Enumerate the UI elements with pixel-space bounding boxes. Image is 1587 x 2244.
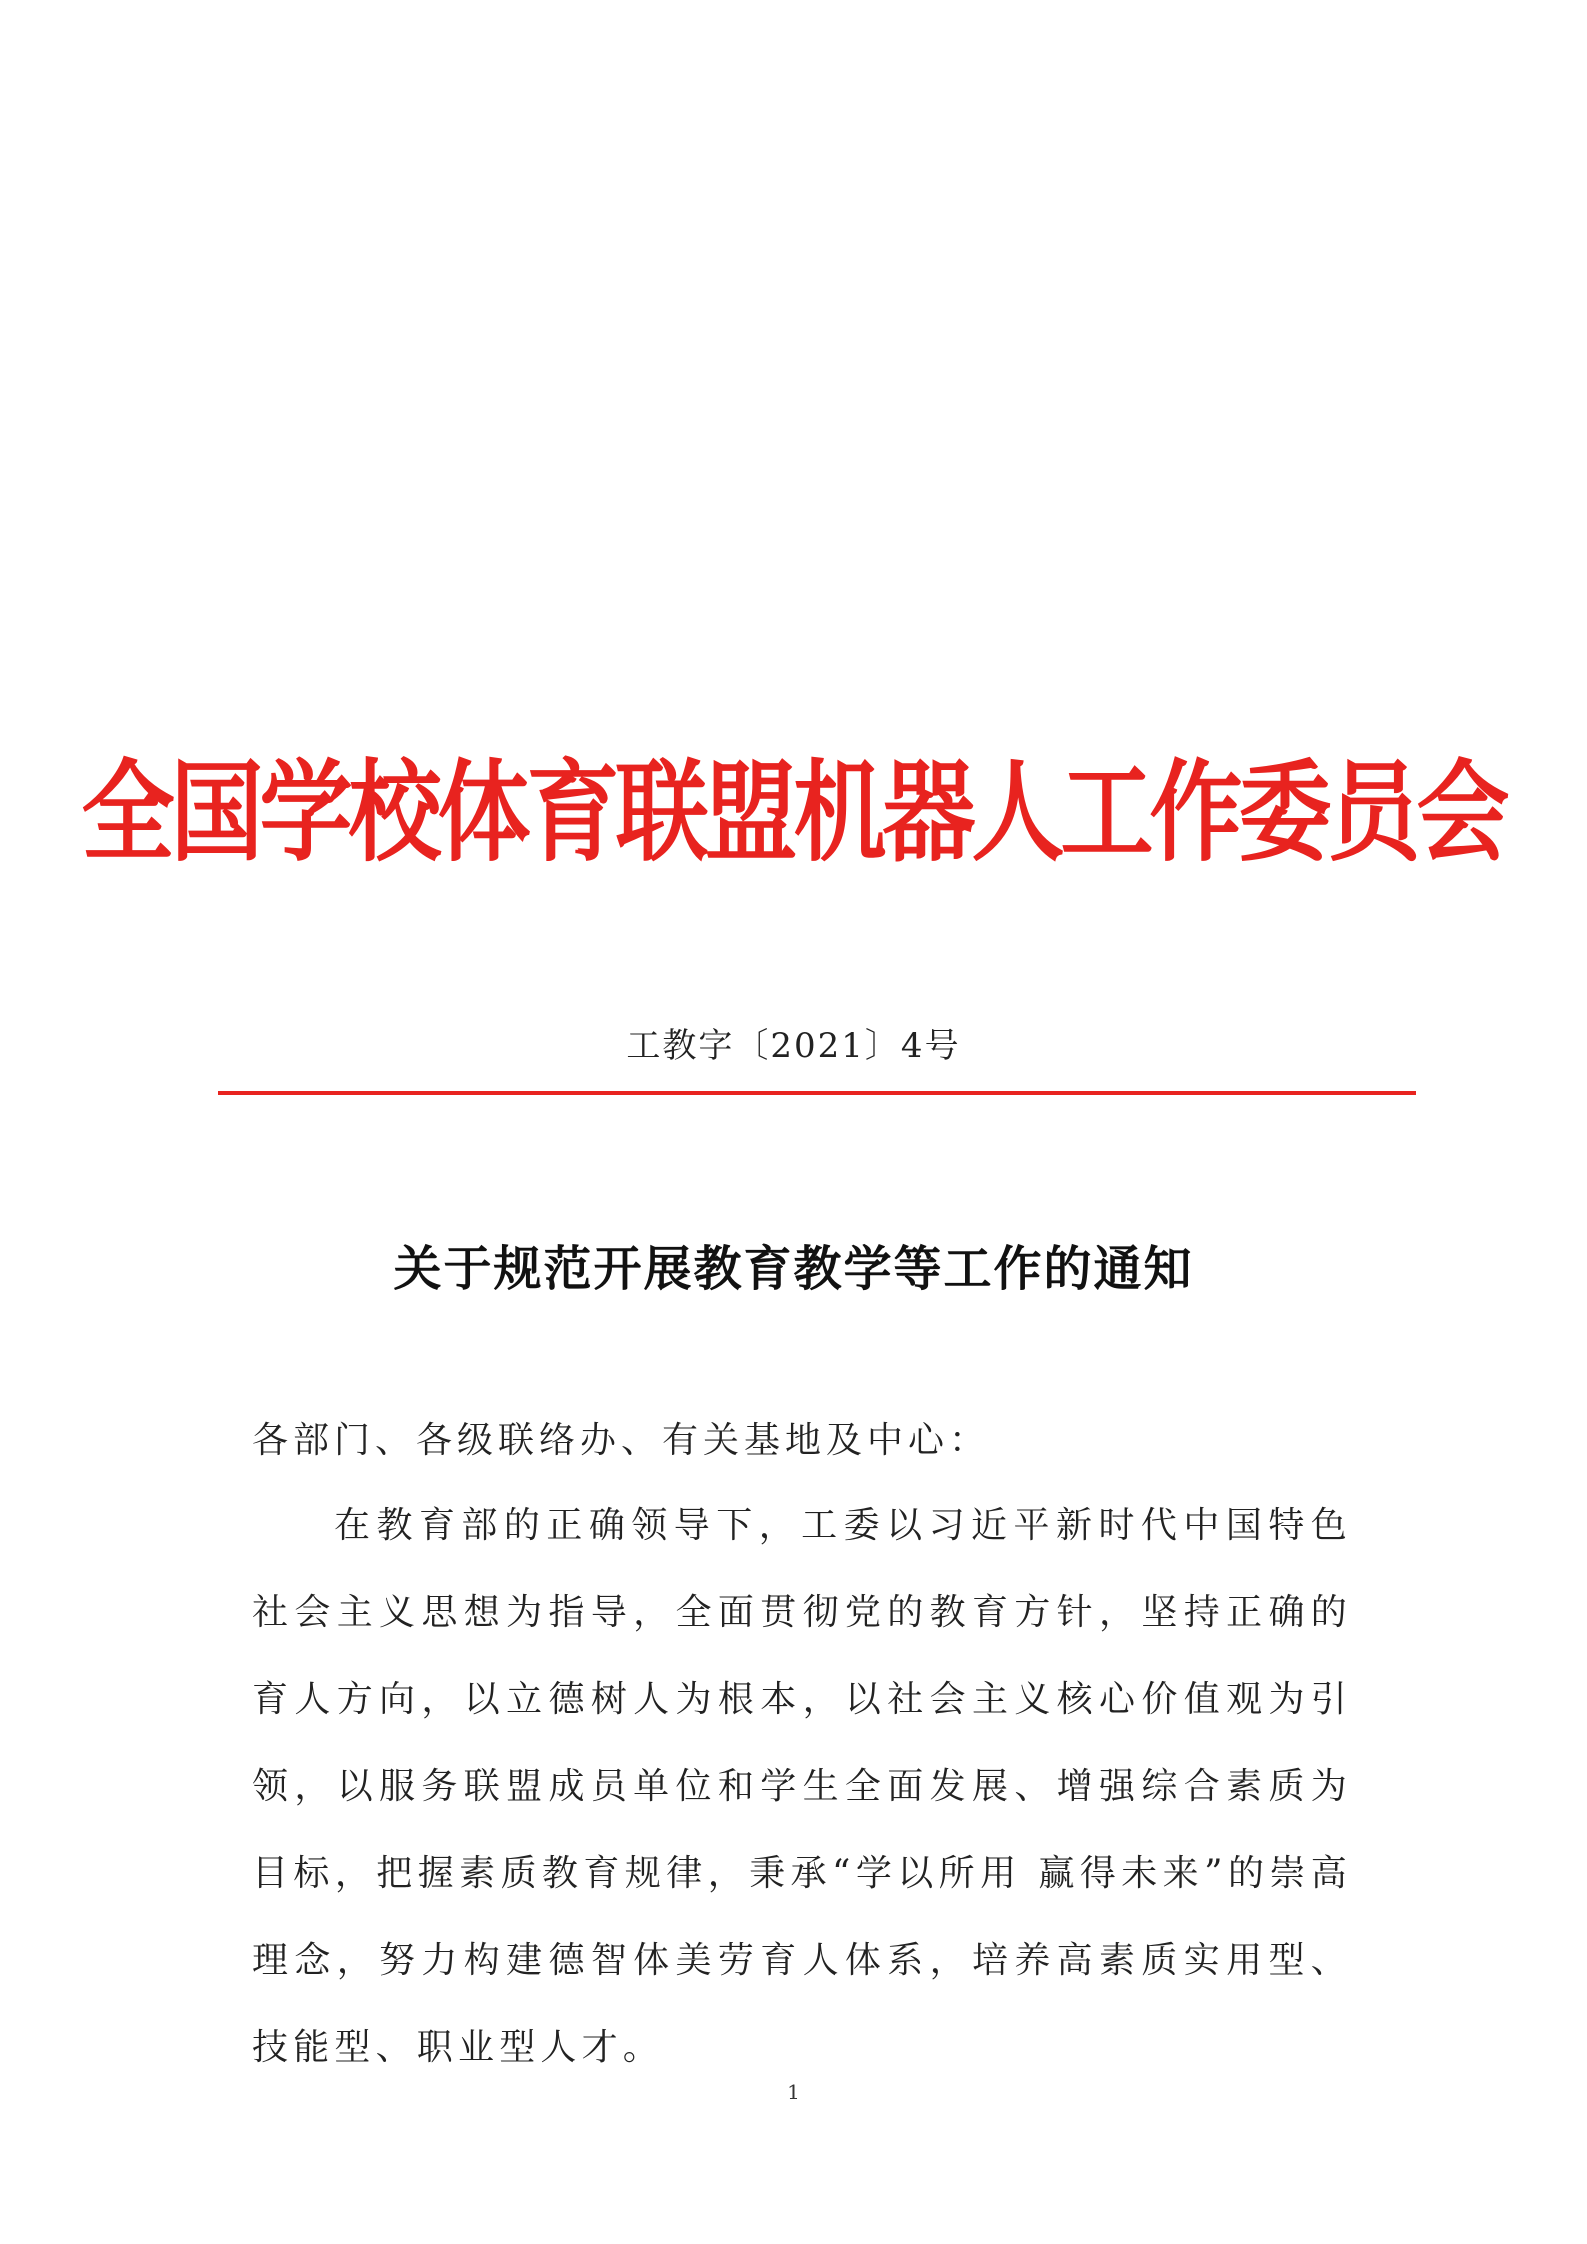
salutation: 各部门、各级联络办、有关基地及中心： — [252, 1420, 991, 1461]
notice-title: 关于规范开展教育教学等工作的通知 — [393, 1241, 1194, 1297]
page-number: 1 — [787, 2080, 800, 2104]
issuing-organization-header: 全国学校体育联盟机器人工作委员会 — [81, 749, 1506, 877]
body-paragraph: 在教育部的正确领导下，工委以习近平新时代中国特色社会主义思想为指导，全面贯彻党的教育方针，坚持正确的育人方向，以立德树人为根本，以社会主义核心价值观为引领，以服务联盟成员单位和学生全面发展、增强综合素质为目标，把握素质教育规律，秉承“学以所用 赢得未来”的崇高理念，努力构建德智体美劳育人体系，培养高素质实用型、技能型、职业型人才。 — [252, 1505, 1352, 2068]
document-number: 工教字〔2021〕4号 — [626, 1026, 961, 1066]
red-divider-line — [218, 1091, 1416, 1095]
